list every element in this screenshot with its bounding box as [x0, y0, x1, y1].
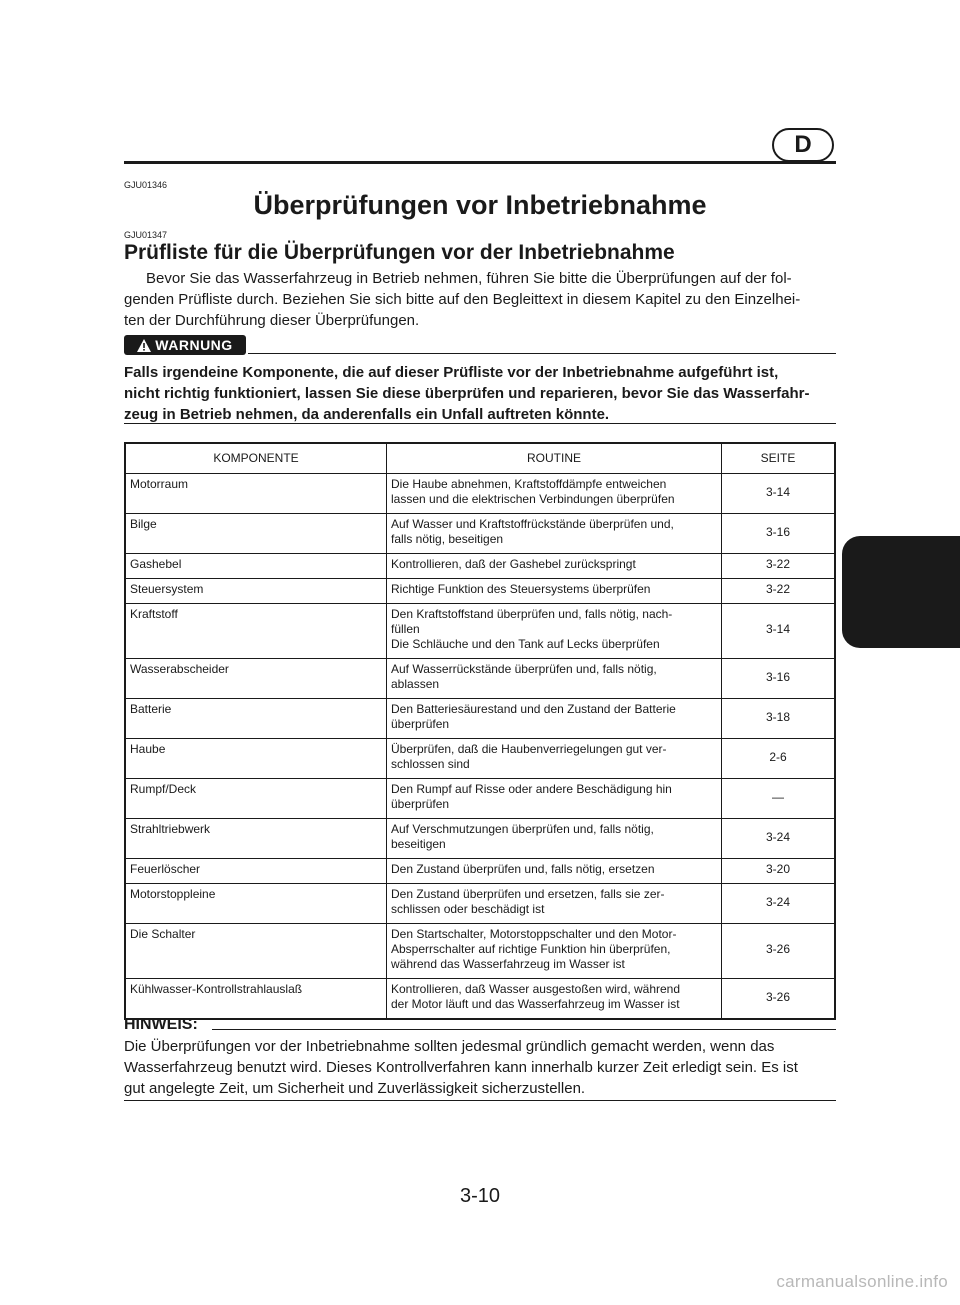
warning-badge: [124, 335, 246, 355]
page-cell: 3-16: [722, 659, 836, 699]
routine-line: Die Haube abnehmen, Kraftstoffdämpfe entweichen: [391, 477, 667, 491]
table-row: [125, 884, 835, 924]
routine-cell: [387, 859, 722, 884]
table-row: [125, 659, 835, 699]
note-bottom-rule: [124, 1100, 836, 1101]
page-cell: 3-24: [722, 819, 836, 859]
routine-line: schlissen oder beschädigt ist: [391, 902, 545, 916]
routine-line: Den Rumpf auf Risse oder andere Beschädigung hin: [391, 782, 672, 796]
page-cell: 3-20: [722, 859, 836, 884]
component-cell: Strahltriebwerk: [125, 819, 387, 859]
note-rule: [212, 1029, 836, 1030]
table-row: [125, 699, 835, 739]
table-row: [125, 739, 835, 779]
table-row: [125, 924, 835, 979]
routine-line: überprüfen: [391, 797, 450, 811]
routine-cell: [387, 819, 722, 859]
routine-line: Die Schläuche und den Tank auf Lecks überprüfen: [391, 637, 660, 651]
component-cell: Haube: [125, 739, 387, 779]
page-cell: 3-24: [722, 884, 836, 924]
page-cell: 3-16: [722, 514, 836, 554]
component-cell: Motorraum: [125, 474, 387, 514]
warning-line: zeug in Betrieb nehmen, da anderenfalls ein Unfall auftreten könnte.: [124, 406, 610, 423]
routine-cell: [387, 579, 722, 604]
component-cell: Kraftstoff: [125, 604, 387, 659]
page-cell: 3-14: [722, 604, 836, 659]
table-body: [125, 474, 835, 1020]
routine-line: Kontrollieren, daß der Gashebel zurückspringt: [391, 557, 636, 571]
table-row: [125, 474, 835, 514]
page-cell: 3-14: [722, 474, 836, 514]
routine-cell: [387, 979, 722, 1020]
page-cell: 2-6: [722, 739, 836, 779]
table-row: [125, 979, 835, 1020]
subsection-code: GJU01347: [124, 230, 168, 240]
component-cell: Wasserabscheider: [125, 659, 387, 699]
routine-cell: [387, 884, 722, 924]
table-row: [125, 514, 835, 554]
page-number: 3-10: [459, 1185, 501, 1207]
routine-line: Den Kraftstoffstand überprüfen und, falls nötig, nach-: [391, 607, 673, 621]
routine-cell: [387, 604, 722, 659]
table-row: [125, 779, 835, 819]
component-cell: Feuerlöscher: [125, 859, 387, 884]
routine-line: ablassen: [391, 677, 440, 691]
table-row: [125, 579, 835, 604]
warning-label: WARNUNG: [155, 337, 233, 353]
note-line: Die Überprüfungen vor der Inbetriebnahme sollten jedesmal gründlich gemacht werden, wenn das: [124, 1038, 775, 1055]
routine-line: Den Zustand überprüfen und ersetzen, falls sie zer-: [391, 887, 665, 901]
page-title: Überprüfungen vor Inbetriebnahme: [253, 190, 707, 220]
header-page: SEITE: [722, 443, 836, 474]
page-cell: 3-26: [722, 979, 836, 1020]
routine-line: Überprüfen, daß die Haubenverriegelungen gut ver-: [391, 742, 667, 756]
note-header: [124, 1016, 836, 1036]
component-cell: Batterie: [125, 699, 387, 739]
component-cell: Motorstoppleine: [125, 884, 387, 924]
table-header-row: [125, 443, 835, 474]
routine-line: während das Wasserfahrzeug im Wasser ist: [391, 957, 625, 971]
header-rule: [124, 161, 836, 164]
note-text: [124, 1036, 836, 1099]
routine-line: überprüfen: [391, 717, 450, 731]
routine-cell: [387, 779, 722, 819]
component-cell: Rumpf/Deck: [125, 779, 387, 819]
routine-cell: [387, 739, 722, 779]
intro-line: Bevor Sie das Wasserfahrzeug in Betrieb nehmen, führen Sie bitte die Überprüfungen auf der fol-: [146, 270, 792, 287]
warning-header: [124, 335, 836, 357]
routine-cell: [387, 554, 722, 579]
intro-line: ten der Durchführung dieser Überprüfungen.: [124, 312, 420, 329]
routine-cell: [387, 514, 722, 554]
routine-cell: [387, 659, 722, 699]
header-routine: ROUTINE: [387, 443, 722, 474]
warning-triangle-icon: [137, 339, 151, 352]
table-row: [125, 554, 835, 579]
header-component: KOMPONENTE: [125, 443, 387, 474]
note-label: HINWEIS:: [124, 1016, 198, 1033]
component-cell: Bilge: [125, 514, 387, 554]
routine-line: beseitigen: [391, 837, 446, 851]
warning-text: [124, 362, 836, 425]
subsection-title: Prüfliste für die Überprüfungen vor der Inbetriebnahme: [124, 241, 675, 264]
language-badge: D: [772, 128, 834, 162]
component-cell: Die Schalter: [125, 924, 387, 979]
routine-cell: [387, 699, 722, 739]
table-row: [125, 604, 835, 659]
note-line: Wasserfahrzeug benutzt wird. Dieses Kontrollverfahren kann innerhalb kurzer Zeit erledigt sein. Es ist: [124, 1059, 798, 1076]
note-line: gut angelegte Zeit, um Sicherheit und Zuverlässigkeit sicherzustellen.: [124, 1080, 586, 1097]
chapter-tab: [842, 536, 960, 648]
warning-line: nicht richtig funktioniert, lassen Sie diese überprüfen und reparieren, bevor Sie das Wasserfahr-: [124, 385, 810, 402]
routine-line: Auf Verschmutzungen überprüfen und, falls nötig,: [391, 822, 654, 836]
intro-paragraph: [124, 268, 836, 331]
checklist-table: [124, 442, 836, 1020]
page-cell: 3-26: [722, 924, 836, 979]
routine-line: der Motor läuft und das Wasserfahrzeug im Wasser ist: [391, 997, 680, 1011]
routine-line: Absperrschalter auf richtige Funktion hin überprüfen,: [391, 942, 671, 956]
routine-line: Den Batteriesäurestand und den Zustand der Batterie: [391, 702, 676, 716]
warning-rule: [248, 353, 836, 354]
routine-line: Den Startschalter, Motorstoppschalter und den Motor-: [391, 927, 677, 941]
table-row: [125, 819, 835, 859]
component-cell: Kühlwasser-Kontrollstrahlauslaß: [125, 979, 387, 1020]
warning-bottom-rule: [124, 423, 836, 424]
page-cell: —: [722, 779, 836, 819]
routine-cell: [387, 474, 722, 514]
routine-line: Den Zustand überprüfen und, falls nötig, ersetzen: [391, 862, 655, 876]
component-cell: Gashebel: [125, 554, 387, 579]
page-cell: 3-22: [722, 554, 836, 579]
routine-line: lassen und die elektrischen Verbindungen überprüfen: [391, 492, 675, 506]
routine-line: falls nötig, beseitigen: [391, 532, 504, 546]
routine-cell: [387, 924, 722, 979]
warning-line: Falls irgendeine Komponente, die auf dieser Prüfliste vor der Inbetriebnahme aufgeführt ist,: [124, 364, 779, 381]
page-cell: 3-22: [722, 579, 836, 604]
table-row: [125, 859, 835, 884]
routine-line: Richtige Funktion des Steuersystems überprüfen: [391, 582, 651, 596]
section-code: GJU01346: [124, 180, 168, 190]
watermark: carmanualsonline.info: [776, 1272, 948, 1291]
component-cell: Steuersystem: [125, 579, 387, 604]
routine-line: Auf Wasser und Kraftstoffrückstände überprüfen und,: [391, 517, 674, 531]
routine-line: Kontrollieren, daß Wasser ausgestoßen wird, während: [391, 982, 681, 996]
routine-line: Auf Wasserrückstände überprüfen und, falls nötig,: [391, 662, 657, 676]
routine-line: schlossen sind: [391, 757, 470, 771]
routine-line: füllen: [391, 622, 420, 636]
intro-line: genden Prüfliste durch. Beziehen Sie sich bitte auf den Begleittext in diesem Kapitel zu den Einzelhei-: [124, 291, 801, 308]
page-cell: 3-18: [722, 699, 836, 739]
